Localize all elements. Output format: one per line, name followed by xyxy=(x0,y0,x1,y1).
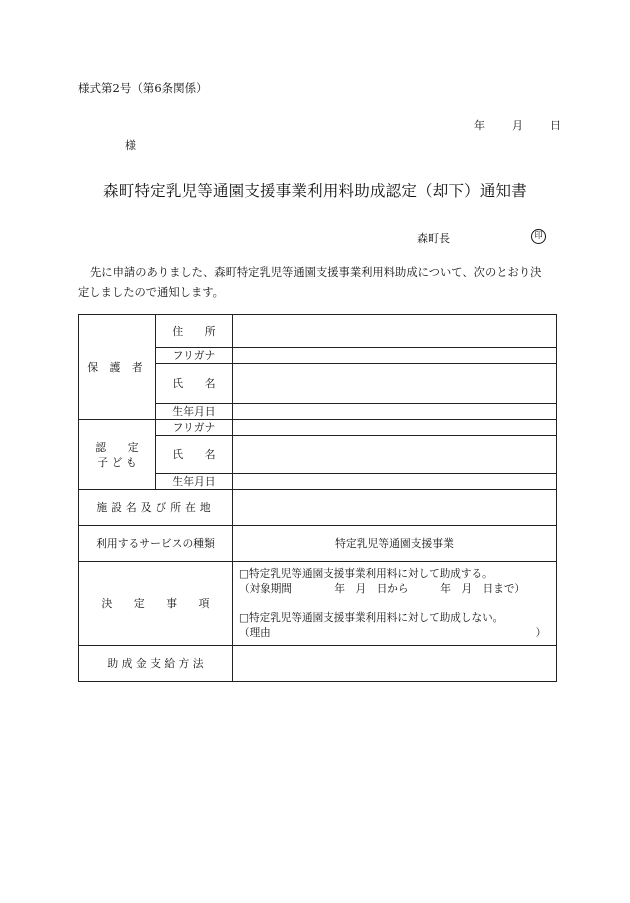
guardian-name-field[interactable] xyxy=(233,364,557,404)
decision-field xyxy=(233,562,557,646)
date-year: 年 xyxy=(474,119,485,132)
guardian-dob-label: 生年月日 xyxy=(156,404,233,420)
issuer-name: 森町長 xyxy=(417,232,450,245)
child-name-field[interactable] xyxy=(233,436,557,474)
decision-approve-checkbox[interactable]: □特定乳児等通園支援事業利用料に対して助成する。 xyxy=(239,567,493,580)
facility-label: 施設名及び所在地 xyxy=(79,490,233,526)
child-label-line-1: 認 定 xyxy=(95,440,139,454)
addressee: 様 xyxy=(125,139,136,152)
child-label-line-2: 子 ど も xyxy=(97,455,137,469)
notice-body xyxy=(78,263,548,303)
child-furigana-field[interactable] xyxy=(233,420,557,436)
decision-label: 決 定 事 項 xyxy=(79,562,233,646)
service-label: 利用するサービスの種類 xyxy=(79,526,233,562)
guardian-furigana-label: フリガナ xyxy=(156,348,233,364)
guardian-name-label: 氏 名 xyxy=(156,364,233,404)
notice-body-text: 先に申請のありました、森町特定乳児等通園支援事業利用料助成について、次のとおり決定しましたので通知します。 xyxy=(78,266,542,299)
document-title: 森町特定乳児等通園支援事業利用料助成認定（却下）通知書 xyxy=(103,182,527,200)
payment-method-label: 助 成 金 支 給 方 法 xyxy=(79,646,233,682)
guardian-address-label: 住 所 xyxy=(156,315,233,348)
date-day: 日 xyxy=(550,119,561,132)
decision-period-line: （対象期間 年 月 日から 年 月 日まで） xyxy=(239,582,526,595)
form-number: 様式第2号（第6条関係） xyxy=(78,81,208,95)
child-dob-label: 生年月日 xyxy=(156,474,233,490)
facility-field[interactable] xyxy=(233,490,557,526)
notice-form-table xyxy=(78,314,557,682)
decision-reject-checkbox[interactable]: □特定乳児等通園支援事業利用料に対して助成しない。 xyxy=(239,611,504,624)
service-value: 特定乳児等通園支援事業 xyxy=(233,526,557,562)
guardian-label: 保 護 者 xyxy=(79,315,156,420)
seal-mark: 印 xyxy=(531,229,546,244)
payment-method-field[interactable] xyxy=(233,646,557,682)
child-furigana-label: フリガナ xyxy=(156,420,233,436)
child-dob-field[interactable] xyxy=(233,474,557,490)
guardian-dob-field[interactable] xyxy=(233,404,557,420)
date-line xyxy=(474,117,561,133)
decision-reason-line: （理由 ） xyxy=(239,626,547,639)
child-label xyxy=(79,420,156,490)
guardian-address-field[interactable] xyxy=(233,315,557,348)
guardian-furigana-field[interactable] xyxy=(233,348,557,364)
child-name-label: 氏 名 xyxy=(156,436,233,474)
date-month: 月 xyxy=(512,119,523,132)
